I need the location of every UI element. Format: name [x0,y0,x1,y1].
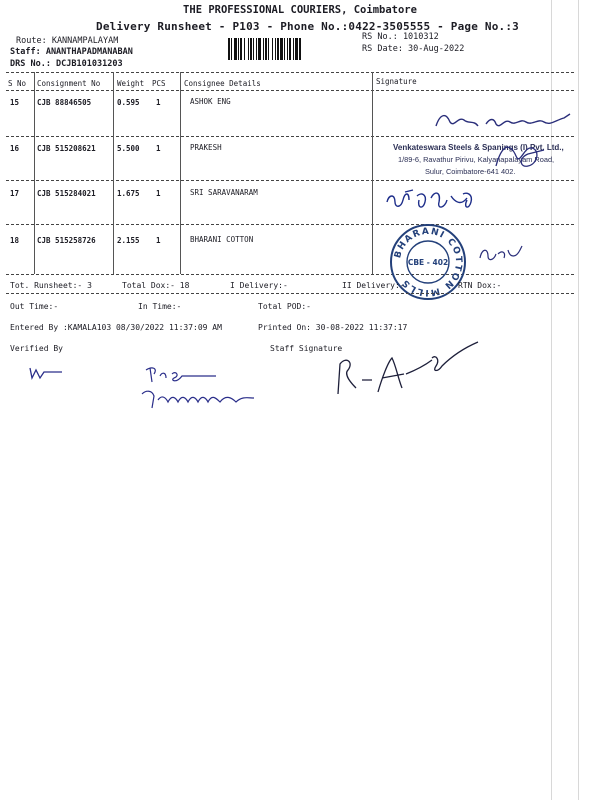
row-weight: 1.675 [117,189,140,198]
barcode [228,38,356,60]
row-pcs: 1 [156,144,161,153]
handwritten-signature [136,364,276,414]
column-divider [372,72,373,274]
col-header-pcs: PCS [152,79,166,88]
row-consignment: CJB 515258726 [37,236,96,245]
total-pod: Total POD:- [258,302,311,311]
row-consignment: CJB 88846505 [37,98,92,107]
round-seal [388,222,468,302]
handwritten-signature [26,364,66,384]
col-header-sno: S No [8,79,27,88]
company-title: THE PROFESSIONAL COURIERS, Coimbatore [183,4,417,16]
tot-runsheet: Tot. Runsheet:- 3 [10,281,92,290]
drs-number: DRS No.: DCJB101031203 [10,59,123,69]
row-weight: 2.155 [117,236,140,245]
row-sno: 15 [10,98,20,107]
company-stamp-line1: Venkateswara Steels & Spanings (I) Pvt. Ltd., [393,143,564,152]
row-consignment: CJB 515284021 [37,189,96,198]
row-consignee: ASHOK ENG [190,97,231,106]
row-consignee: BHARANI COTTON [190,235,254,244]
handwritten-signature [383,188,493,218]
row-pcs: 1 [156,189,161,198]
row-sno: 18 [10,236,20,245]
table-bottom-rule [6,274,574,275]
col-header-consignment: Consignment No [37,79,101,88]
rs-date: RS Date: 30-Aug-2022 [362,44,465,54]
row-consignee: PRAKESH [190,143,222,152]
row-consignment: CJB 515208621 [37,144,96,153]
col-header-signature: Signature [376,77,417,86]
handwritten-signature [488,136,548,176]
table-top-rule [6,72,574,73]
row-sno: 16 [10,144,20,153]
row-divider [6,180,574,181]
col-header-consignee: Consignee Details [184,79,261,88]
row-divider [6,224,574,225]
seal-outer-text: BHARANI COTTON MILLS [393,226,464,298]
printed-on: Printed On: 30-08-2022 11:37:17 [258,323,408,332]
company-stamp-line2: 1/89-6, Ravathur Pirivu, Kalyanapalayam Road, [398,155,555,164]
col-header-weight: Weight [117,79,145,88]
ii-delivery: II Delivery:- [342,281,405,290]
row-pcs: 1 [156,236,161,245]
handwritten-signature [430,108,580,136]
entered-by: Entered By :KAMALA103 08/30/2022 11:37:09 AM [10,323,222,332]
row-consignee: SRI SARAVANARAM [190,188,258,197]
verified-by-label: Verified By [10,344,63,353]
row-weight: 0.595 [117,98,140,107]
out-time: Out Time:- [10,302,59,311]
in-time: In Time:- [138,302,182,311]
total-dox: Total Dox:- 18 [122,281,190,290]
rs-number: RS No.: 1010312 [362,32,439,42]
rtn-dox: RTN Dox:- [458,281,502,290]
company-stamp-line3: Sulur, Coimbatore-641 402. [425,167,516,176]
column-divider [180,72,181,274]
handwritten-signature [476,240,526,266]
column-divider [113,72,114,274]
table-header-rule [6,90,574,91]
route-label: Route: KANNAMPALAYAM [16,36,119,46]
staff-signature-label: Staff Signature [270,344,343,353]
seal-center-text: CBE - 402 [407,258,449,267]
i-delivery: I Delivery:- [230,281,288,290]
runsheet-title: Delivery Runsheet - P103 - Phone No.:0422-3505555 - Page No.:3 [96,20,519,33]
staff-label: Staff: ANANTHAPADMANABAN [10,47,133,57]
summary-rule [6,293,574,294]
handwritten-signature [332,338,482,400]
row-sno: 17 [10,189,20,198]
row-pcs: 1 [156,98,161,107]
row-weight: 5.500 [117,144,140,153]
column-divider [34,72,35,274]
